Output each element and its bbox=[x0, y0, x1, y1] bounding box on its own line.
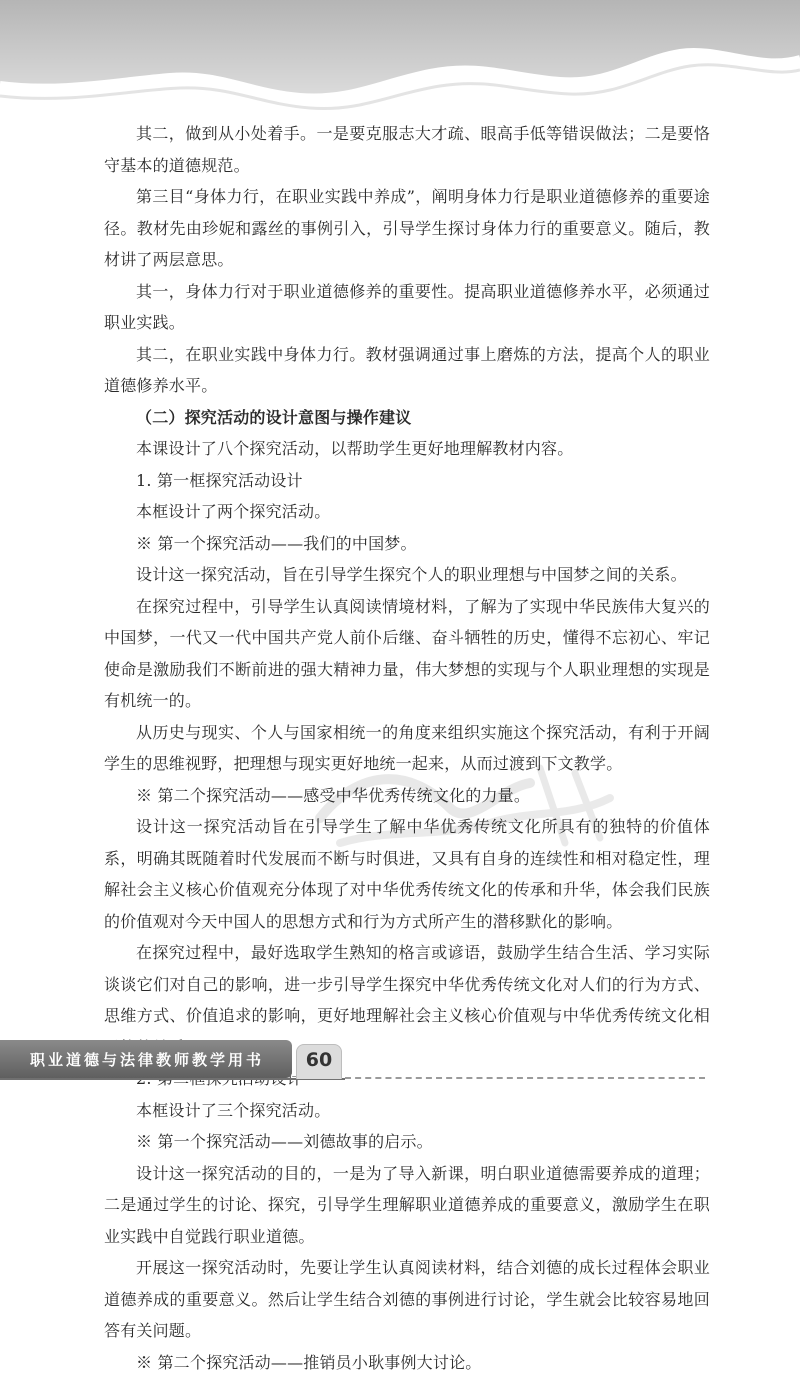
decorative-wave-header bbox=[0, 0, 800, 122]
paragraph: 其一，身体力行对于职业道德修养的重要性。提高职业道德修养水平，必须通过职业实践。 bbox=[104, 276, 710, 339]
paragraph: 在探究过程中，引导学生认真阅读情境材料，了解为了实现中华民族伟大复兴的中国梦，一代又一代中国共产党人前仆后继、奋斗牺牲的历史，懂得不忘初心、牢记使命是激励我们不断前进的强大精神力量，伟大梦想的实现与个人职业理想的实现是有机统一的。 bbox=[104, 591, 710, 717]
paragraph: 本框设计了三个探究活动。 bbox=[104, 1095, 710, 1127]
paragraph: 本框设计了两个探究活动。 bbox=[104, 496, 710, 528]
subsection-heading: 1. 第一框探究活动设计 bbox=[104, 465, 710, 497]
paragraph: 设计这一探究活动的目的，一是为了导入新课，明白职业道德需要养成的道理；二是通过学生的讨论、探究，引导学生理解职业道德养成的重要意义，激励学生在职业实践中自觉践行职业道德。 bbox=[104, 1158, 710, 1253]
book-title: 职业道德与法律教师教学用书 bbox=[30, 1046, 264, 1074]
paragraph: 开展这一探究活动时，先要让学生认真阅读材料，结合刘德的成长过程体会职业道德养成的重要意义。然后让学生结合刘德的事例进行讨论，学生就会比较容易地回答有关问题。 bbox=[104, 1252, 710, 1347]
paragraph: 第三目“身体力行，在职业实践中养成”，阐明身体力行是职业道德修养的重要途径。教材先由珍妮和露丝的事例引入，引导学生探讨身体力行的重要意义。随后，教材讲了两层意思。 bbox=[104, 181, 710, 276]
footer-dashed-line bbox=[345, 1077, 705, 1079]
paragraph: 本课设计了八个探究活动，以帮助学生更好地理解教材内容。 bbox=[104, 433, 710, 465]
page-number: 60 bbox=[296, 1049, 342, 1071]
section-heading: （二）探究活动的设计意图与操作建议 bbox=[104, 402, 710, 434]
footer-rule bbox=[0, 1078, 345, 1080]
paragraph: 从历史与现实、个人与国家相统一的角度来组织实施这个探究活动，有利于开阔学生的思维视野，把理想与现实更好地统一起来，从而过渡到下文教学。 bbox=[104, 717, 710, 780]
paragraph: 设计这一探究活动旨在引导学生了解中华优秀传统文化所具有的独特的价值体系，明确其既随着时代发展而不断与时俱进，又具有自身的连续性和相对稳定性，理解社会主义核心价值观充分体现了对中华优秀传统文化的传承和升华，体会我们民族的价值观对今天中国人的思想方式和行为方式所产生的潜移默化的影响。 bbox=[104, 811, 710, 937]
paragraph: 在探究过程中，最好选取学生熟知的格言或谚语，鼓励学生结合生活、学习实际谈谈它们对自己的影响，进一步引导学生探究中华优秀传统文化对人们的行为方式、思维方式、价值追求的影响，更好地理解社会主义核心价值观与中华优秀传统文化相 bbox=[104, 937, 710, 1063]
body-text bbox=[104, 118, 710, 1378]
activity-heading: ※ 第二个探究活动——推销员小耿事例大讨论。 bbox=[104, 1347, 710, 1378]
activity-heading: ※ 第一个探究活动——我们的中国梦。 bbox=[104, 528, 710, 560]
paragraph: 其二，在职业实践中身体力行。教材强调通过事上磨炼的方法，提高个人的职业道德修养水平。 bbox=[104, 339, 710, 402]
paragraph: 其二，做到从小处着手。一是要克服志大才疏、眼高手低等错误做法；二是要恪守基本的道德规范。 bbox=[104, 118, 710, 181]
paragraph: 设计这一探究活动，旨在引导学生探究个人的职业理想与中国梦之间的关系。 bbox=[104, 559, 710, 591]
activity-heading: ※ 第一个探究活动——刘德故事的启示。 bbox=[104, 1126, 710, 1158]
activity-heading: ※ 第二个探究活动——感受中华优秀传统文化的力量。 bbox=[104, 780, 710, 812]
